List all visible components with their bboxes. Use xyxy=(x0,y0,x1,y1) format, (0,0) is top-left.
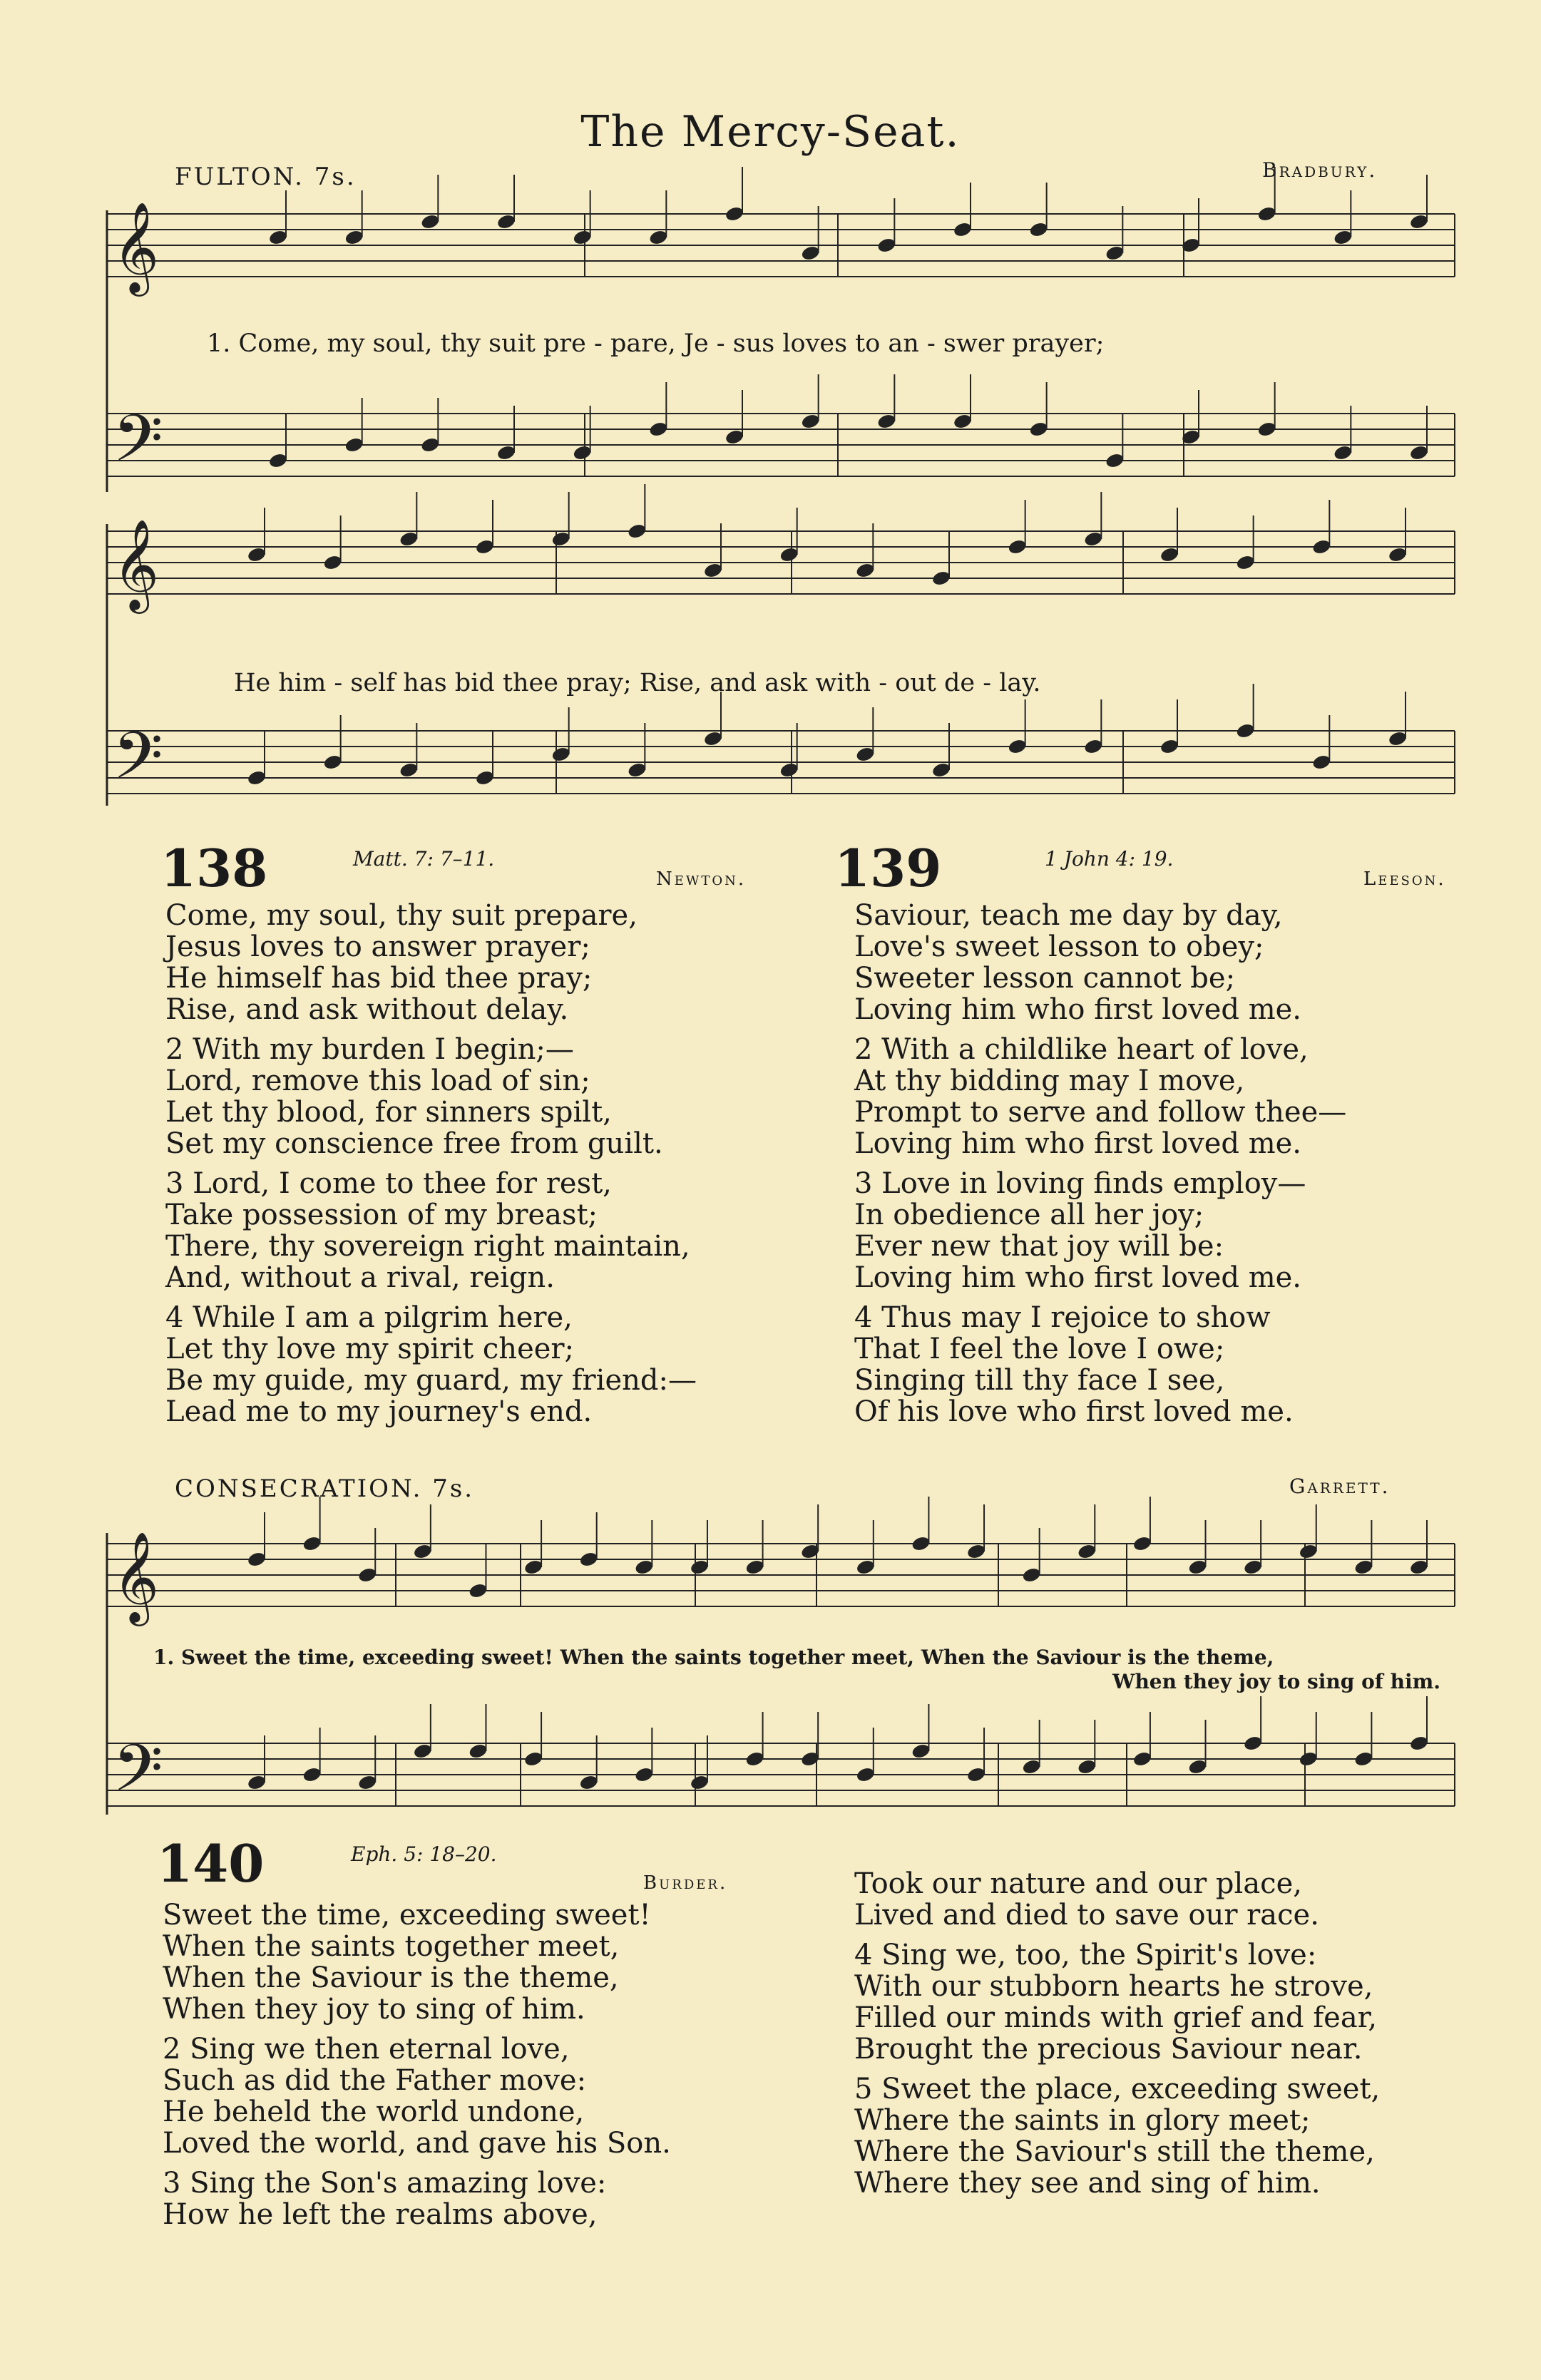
note-head xyxy=(1353,1750,1373,1768)
note-head xyxy=(1077,1758,1097,1775)
note-head xyxy=(1243,1559,1263,1576)
verse-line: Singing till thy face I see, xyxy=(854,1364,1225,1397)
stanza xyxy=(854,2073,1380,2199)
verse-line: 3 Sing the Son's amazing love: xyxy=(163,2167,607,2200)
verse-line: 4 While I am a pilgrim here, xyxy=(165,1301,573,1334)
note-head xyxy=(966,1543,986,1560)
verse-line: Took our nature and our place, xyxy=(854,1867,1302,1900)
note-head xyxy=(1021,1758,1041,1775)
verse-line: Lived and died to save our race. xyxy=(854,1899,1319,1932)
note-head xyxy=(634,1559,654,1576)
note-head xyxy=(1243,1735,1263,1752)
note-head xyxy=(468,1743,488,1760)
hymn-139-author: Leeson. xyxy=(1363,868,1446,890)
verse-line: 3 Love in loving finds employ— xyxy=(854,1167,1306,1200)
verse-line: He himself has bid thee pray; xyxy=(165,962,593,995)
verse-line: Loving him who first loved me. xyxy=(854,1127,1302,1160)
note-head xyxy=(302,1766,322,1783)
verse-line: When the saints together meet, xyxy=(163,1930,620,1963)
verse-line: In obedience all her joy; xyxy=(854,1199,1204,1231)
verse-line: Loved the world, and gave his Son. xyxy=(163,2127,671,2160)
note-head xyxy=(966,1766,986,1783)
hymn-139-scripture-ref: 1 John 4: 19. xyxy=(1045,847,1174,871)
verse-line: Set my conscience free from guilt. xyxy=(165,1127,663,1160)
verse-line: When the Saviour is the theme, xyxy=(163,1961,619,1994)
stanza xyxy=(854,1868,1380,1931)
note-head xyxy=(1299,1543,1319,1560)
verse-line: That I feel the love I owe; xyxy=(854,1333,1225,1365)
note-head xyxy=(856,1766,876,1783)
verse-line: He beheld the world undone, xyxy=(163,2096,585,2128)
note-head xyxy=(578,1551,598,1568)
verse-line: Ever new that joy will be: xyxy=(854,1230,1224,1263)
tune1-lyric-line2: He him - self has bid thee pray; Rise, and ask with - out de - lay. xyxy=(234,669,1041,697)
note-head xyxy=(690,1559,710,1576)
verse-line: Lead me to my journey's end. xyxy=(165,1395,593,1428)
note-head xyxy=(744,1559,764,1576)
stanza xyxy=(163,2168,671,2230)
verse-line: And, without a rival, reign. xyxy=(165,1261,555,1294)
bass-clef: 𝄢 xyxy=(113,1730,163,1822)
note-head xyxy=(1187,1758,1207,1775)
hymn-138-scripture-ref: Matt. 7: 7–11. xyxy=(353,847,495,871)
stanza xyxy=(163,2033,671,2159)
stanza xyxy=(163,1899,671,2025)
verse-line: Loving him who first loved me. xyxy=(854,993,1302,1026)
note-head xyxy=(800,1750,820,1768)
tune1-lyric-line1: 1. Come, my soul, thy suit pre - pare, Je - sus loves to an - swer prayer; xyxy=(207,329,1105,358)
tune-name-consecration: CONSECRATION. 7s. xyxy=(175,1474,475,1503)
verse-line: Prompt to serve and follow thee— xyxy=(854,1096,1347,1129)
verse-line: Come, my soul, thy suit prepare, xyxy=(165,899,638,932)
verse-line: Let thy blood, for sinners spilt, xyxy=(165,1096,612,1129)
verse-line: With our stubborn hearts he strove, xyxy=(854,1970,1373,2003)
verse-line: Lord, remove this load of sin; xyxy=(165,1065,590,1097)
note-head xyxy=(690,1774,710,1791)
verse-line: Rise, and ask without delay. xyxy=(165,993,569,1026)
note-head xyxy=(523,1559,543,1576)
verse-line: There, thy sovereign right maintain, xyxy=(165,1230,690,1263)
note-head xyxy=(1132,1750,1152,1768)
note-head xyxy=(800,1543,820,1560)
verse-line: 2 Sing we then eternal love, xyxy=(163,2033,570,2066)
note-head xyxy=(1187,1559,1207,1576)
verse-line: Love's sweet lesson to obey; xyxy=(854,930,1264,963)
verse-line: 4 Thus may I rejoice to show xyxy=(854,1301,1271,1334)
verse-line: How he left the realms above, xyxy=(163,2198,598,2231)
note-head xyxy=(744,1750,764,1768)
hymn-140-scripture-ref: Eph. 5: 18–20. xyxy=(351,1842,497,1866)
verse-line: At thy bidding may I move, xyxy=(854,1065,1245,1097)
verse-line: When they joy to sing of him. xyxy=(163,1993,585,2026)
note-head xyxy=(911,1535,931,1552)
tune-composer-garrett: Garrett. xyxy=(1289,1474,1391,1498)
treble-clef: 𝄞 xyxy=(113,1531,160,1622)
verse-line: Be my guide, my guard, my friend:— xyxy=(165,1364,697,1397)
verse-line: Where the saints in glory meet; xyxy=(854,2104,1311,2137)
verse-line: Brought the precious Saviour near. xyxy=(854,2033,1363,2066)
tune-name-fulton: FULTON. 7s. xyxy=(175,163,357,191)
note-head xyxy=(413,1543,433,1560)
verse-line: Filled our minds with grief and fear, xyxy=(854,2001,1378,2034)
hymn-number-139: 139 xyxy=(834,838,942,898)
note-head xyxy=(578,1774,598,1791)
verse-line: 2 With my burden I begin;— xyxy=(165,1033,574,1066)
note-head xyxy=(247,1551,267,1568)
note-head xyxy=(634,1766,654,1783)
bass-clef: 𝄢 xyxy=(113,718,163,809)
page-title: The Mercy-Seat. xyxy=(580,107,961,157)
stanza xyxy=(854,1939,1380,2065)
verse-line: Where the Saviour's still the theme, xyxy=(854,2135,1375,2168)
tune2-lyric-line1: 1. Sweet the time, exceeding sweet! When the saints together meet, When the Saviour is the theme, xyxy=(153,1646,1274,1669)
hymn-138-author: Newton. xyxy=(656,868,747,890)
verse-line: 4 Sing we, too, the Spirit's love: xyxy=(854,1939,1317,1971)
verse-line: Sweet the time, exceeding sweet! xyxy=(163,1899,651,1932)
verse-line: Take possession of my breast; xyxy=(165,1199,598,1231)
note-head xyxy=(523,1750,543,1768)
treble-clef: 𝄞 xyxy=(113,201,160,292)
note-head xyxy=(856,1559,876,1576)
verse-line: 3 Lord, I come to thee for rest, xyxy=(165,1167,612,1200)
treble-clef: 𝄞 xyxy=(113,518,160,610)
hymn-number-138: 138 xyxy=(160,838,268,898)
note-head xyxy=(1353,1559,1373,1576)
note-head xyxy=(1021,1566,1041,1584)
note-head xyxy=(1132,1535,1152,1552)
hymn-140-verses-left xyxy=(163,1899,671,2239)
verse-line: Loving him who first loved me. xyxy=(854,1261,1302,1294)
tune-composer-bradbury: Bradbury. xyxy=(1262,158,1378,182)
verse-line: Saviour, teach me day by day, xyxy=(854,899,1283,932)
note-head xyxy=(357,1566,377,1584)
hymn-number-140: 140 xyxy=(157,1833,265,1894)
verse-line: Such as did the Father move: xyxy=(163,2064,587,2097)
bass-clef: 𝄢 xyxy=(113,401,163,492)
note-head xyxy=(1409,1559,1429,1576)
tune2-lyric-line2: When they joy to sing of him. xyxy=(1112,1670,1440,1693)
verse-line: 2 With a childlike heart of love, xyxy=(854,1033,1309,1066)
verse-line: Where they see and sing of him. xyxy=(854,2167,1321,2200)
verse-line: Let thy love my spirit cheer; xyxy=(165,1333,575,1365)
hymn-140-verses-right xyxy=(854,1868,1380,2207)
verse-line: Jesus loves to answer prayer; xyxy=(165,930,590,963)
verse-line: 5 Sweet the place, exceeding sweet, xyxy=(854,2073,1381,2105)
note-head xyxy=(302,1535,322,1552)
note-head xyxy=(1299,1750,1319,1768)
verse-line: Of his love who first loved me. xyxy=(854,1395,1294,1428)
note-head xyxy=(468,1582,488,1599)
note-head xyxy=(911,1743,931,1760)
note-head xyxy=(247,1774,267,1791)
hymn-140-author: Burder. xyxy=(643,1872,728,1894)
verse-line: Sweeter lesson cannot be; xyxy=(854,962,1236,995)
note-head xyxy=(1409,1735,1429,1752)
note-head xyxy=(1077,1543,1097,1560)
note-head xyxy=(357,1774,377,1791)
note-head xyxy=(413,1743,433,1760)
